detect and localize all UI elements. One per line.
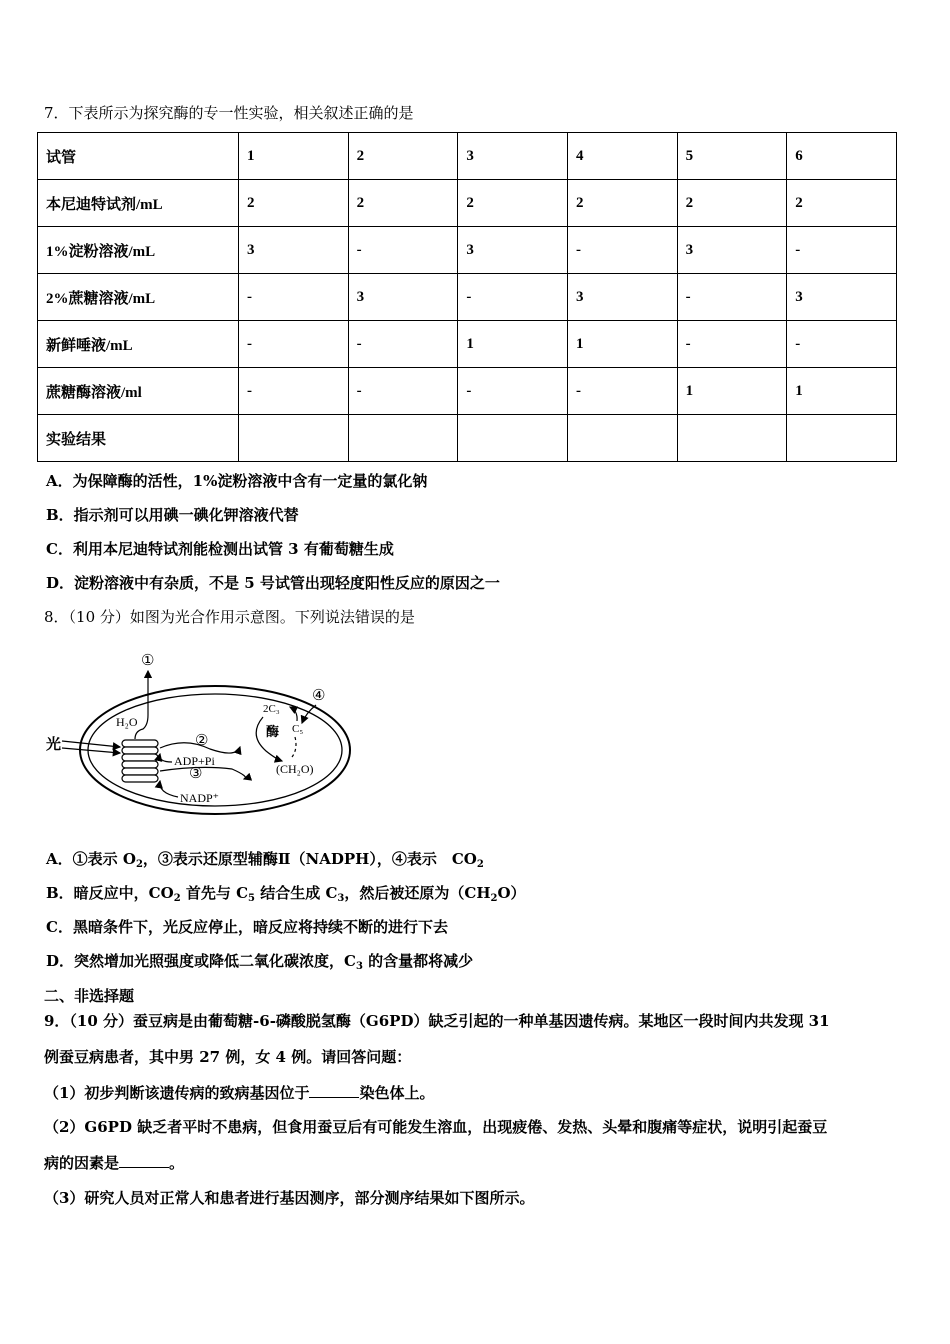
q8-stem: 8．（10 分）如图为光合作用示意图。下列说法错误的是 bbox=[44, 608, 415, 626]
table-cell: 3 bbox=[458, 133, 568, 180]
table-cell: - bbox=[239, 368, 349, 415]
table-cell: 蔗糖酶溶液/ml bbox=[38, 368, 239, 415]
label-3: ③ bbox=[189, 766, 203, 782]
table-cell: 实验结果 bbox=[38, 415, 239, 462]
table-cell: - bbox=[458, 368, 568, 415]
table-cell: - bbox=[787, 227, 897, 274]
table-cell: 2%蔗糖溶液/mL bbox=[38, 274, 239, 321]
q7-option-b: B．指示剂可以用碘一碘化钾溶液代替 bbox=[46, 506, 299, 524]
table-cell: 4 bbox=[567, 133, 677, 180]
table-row bbox=[38, 321, 897, 368]
table-row bbox=[38, 368, 897, 415]
table-cell bbox=[787, 415, 897, 462]
q8-option-b: B．暗反应中，$CO_2$ 首先与 $C_5$ 结合生成 $C_3$，然后被还原为$(CH_2O)$ bbox=[46, 884, 526, 904]
light-label: 光 bbox=[46, 737, 62, 753]
table-cell: 新鲜唾液/mL bbox=[38, 321, 239, 368]
q8-option-a: A．①表示 $O_2$，③表示还原型辅酶Ⅱ（NADPH），④表示 $CO_2$ bbox=[46, 850, 484, 870]
table-cell: 1 bbox=[567, 321, 677, 368]
nadp-return-arrow bbox=[160, 781, 178, 797]
table-cell: 试管 bbox=[38, 133, 239, 180]
section-heading: 二、非选择题 bbox=[44, 987, 135, 1005]
table-cell: 5 bbox=[677, 133, 787, 180]
q8-option-c: C．黑暗条件下，光反应停止，暗反应将持续不断的进行下去 bbox=[46, 918, 448, 936]
table-row bbox=[38, 274, 897, 321]
table-cell: 3 bbox=[567, 274, 677, 321]
table-cell: 1 bbox=[677, 368, 787, 415]
carbohydrate-label: (CH₂O) bbox=[276, 762, 314, 776]
table-row bbox=[38, 227, 897, 274]
enzyme-label: 酶 bbox=[266, 724, 280, 739]
q9-part2-line2: 病的因素是 。 bbox=[44, 1154, 185, 1172]
table-cell: 2 bbox=[677, 180, 787, 227]
water-label: H₂O bbox=[116, 715, 138, 729]
adp-label: ADP+Pi bbox=[174, 754, 215, 768]
answer-blank[interactable] bbox=[119, 1153, 169, 1168]
co2-fixation-arrow bbox=[290, 707, 297, 721]
table-cell: 6 bbox=[787, 133, 897, 180]
q7-option-c: C．利用本尼迪特试剂能检测出试管 3 有葡萄糖生成 bbox=[46, 540, 394, 558]
table-cell: - bbox=[567, 227, 677, 274]
q9-part3: （3）研究人员对正常人和患者进行基因测序，部分测序结果如下图所示。 bbox=[44, 1189, 535, 1207]
label-2: ② bbox=[195, 733, 209, 749]
q7-option-d: D．淀粉溶液中有杂质，不是 5 号试管出现轻度阳性反应的原因之一 bbox=[46, 574, 500, 592]
table-cell: 1 bbox=[239, 133, 349, 180]
table-cell: 3 bbox=[787, 274, 897, 321]
table-cell: - bbox=[458, 274, 568, 321]
table-cell: 2 bbox=[787, 180, 897, 227]
table-cell: 2 bbox=[458, 180, 568, 227]
table-cell: - bbox=[677, 321, 787, 368]
table-cell: 3 bbox=[239, 227, 349, 274]
q9-part2-line1: （2）G6PD 缺乏者平时不患病，但食用蚕豆后有可能发生溶血，出现疲倦、发热、头晕和腹痛等症状，说明引起蚕豆 bbox=[44, 1118, 828, 1136]
table-cell: 2 bbox=[567, 180, 677, 227]
table-row bbox=[38, 133, 897, 180]
table-cell: 1%淀粉溶液/mL bbox=[38, 227, 239, 274]
table-cell: 3 bbox=[677, 227, 787, 274]
light-arrow bbox=[62, 748, 120, 753]
q7-stem: 7．下表所示为探究酶的专一性实验，相关叙述正确的是 bbox=[44, 104, 414, 122]
table-cell: - bbox=[567, 368, 677, 415]
table-cell: 本尼迪特试剂/mL bbox=[38, 180, 239, 227]
table-cell bbox=[677, 415, 787, 462]
label-1: ① bbox=[141, 653, 155, 669]
experiment-table bbox=[37, 132, 897, 462]
table-cell: 3 bbox=[458, 227, 568, 274]
table-cell: 1 bbox=[458, 321, 568, 368]
photosynthesis-diagram bbox=[40, 645, 360, 830]
table-cell: 1 bbox=[787, 368, 897, 415]
answer-blank[interactable] bbox=[309, 1083, 359, 1098]
table-cell: 2 bbox=[348, 133, 458, 180]
table-cell bbox=[458, 415, 568, 462]
q9-stem-line2: 例蚕豆病患者，其中男 27 例，女 4 例。请回答问题： bbox=[44, 1048, 412, 1066]
adp-return-arrow bbox=[160, 754, 172, 762]
table-cell: - bbox=[239, 321, 349, 368]
table-cell: - bbox=[787, 321, 897, 368]
table-cell: 2 bbox=[348, 180, 458, 227]
c5-regeneration-arrow bbox=[292, 737, 296, 757]
nadph-arrow bbox=[160, 767, 246, 779]
c3-label: 2C₃ bbox=[263, 703, 280, 715]
grana-stack bbox=[122, 740, 158, 782]
table-cell bbox=[567, 415, 677, 462]
label-4: ④ bbox=[312, 688, 326, 704]
q9-part1: （1）初步判断该遗传病的致病基因位于 染色体上。 bbox=[44, 1084, 435, 1102]
light-arrow bbox=[62, 741, 120, 747]
table-cell: - bbox=[677, 274, 787, 321]
q8-option-d: D．突然增加光照强度或降低二氧化碳浓度，$C_3$ 的含量都将减少 bbox=[46, 952, 474, 972]
table-cell bbox=[348, 415, 458, 462]
nadp-label: NADP⁺ bbox=[180, 791, 220, 805]
co2-input-arrow bbox=[302, 705, 316, 723]
table-row bbox=[38, 180, 897, 227]
table-cell bbox=[239, 415, 349, 462]
table-cell: 2 bbox=[239, 180, 349, 227]
table-cell: - bbox=[348, 368, 458, 415]
table-cell: 3 bbox=[348, 274, 458, 321]
table-cell: - bbox=[348, 321, 458, 368]
table-row bbox=[38, 415, 897, 462]
c5-label: C₅ bbox=[292, 723, 304, 735]
q9-stem-line1: 9．（10 分）蚕豆病是由葡萄糖-6-磷酸脱氢酶（G6PD）缺乏引起的一种单基因遗传病。某地区一段时间内共发现 31 bbox=[44, 1012, 830, 1030]
table-cell: - bbox=[348, 227, 458, 274]
q7-option-a: A．为保障酶的活性，1%淀粉溶液中含有一定量的氯化钠 bbox=[46, 472, 428, 490]
table-cell: - bbox=[239, 274, 349, 321]
